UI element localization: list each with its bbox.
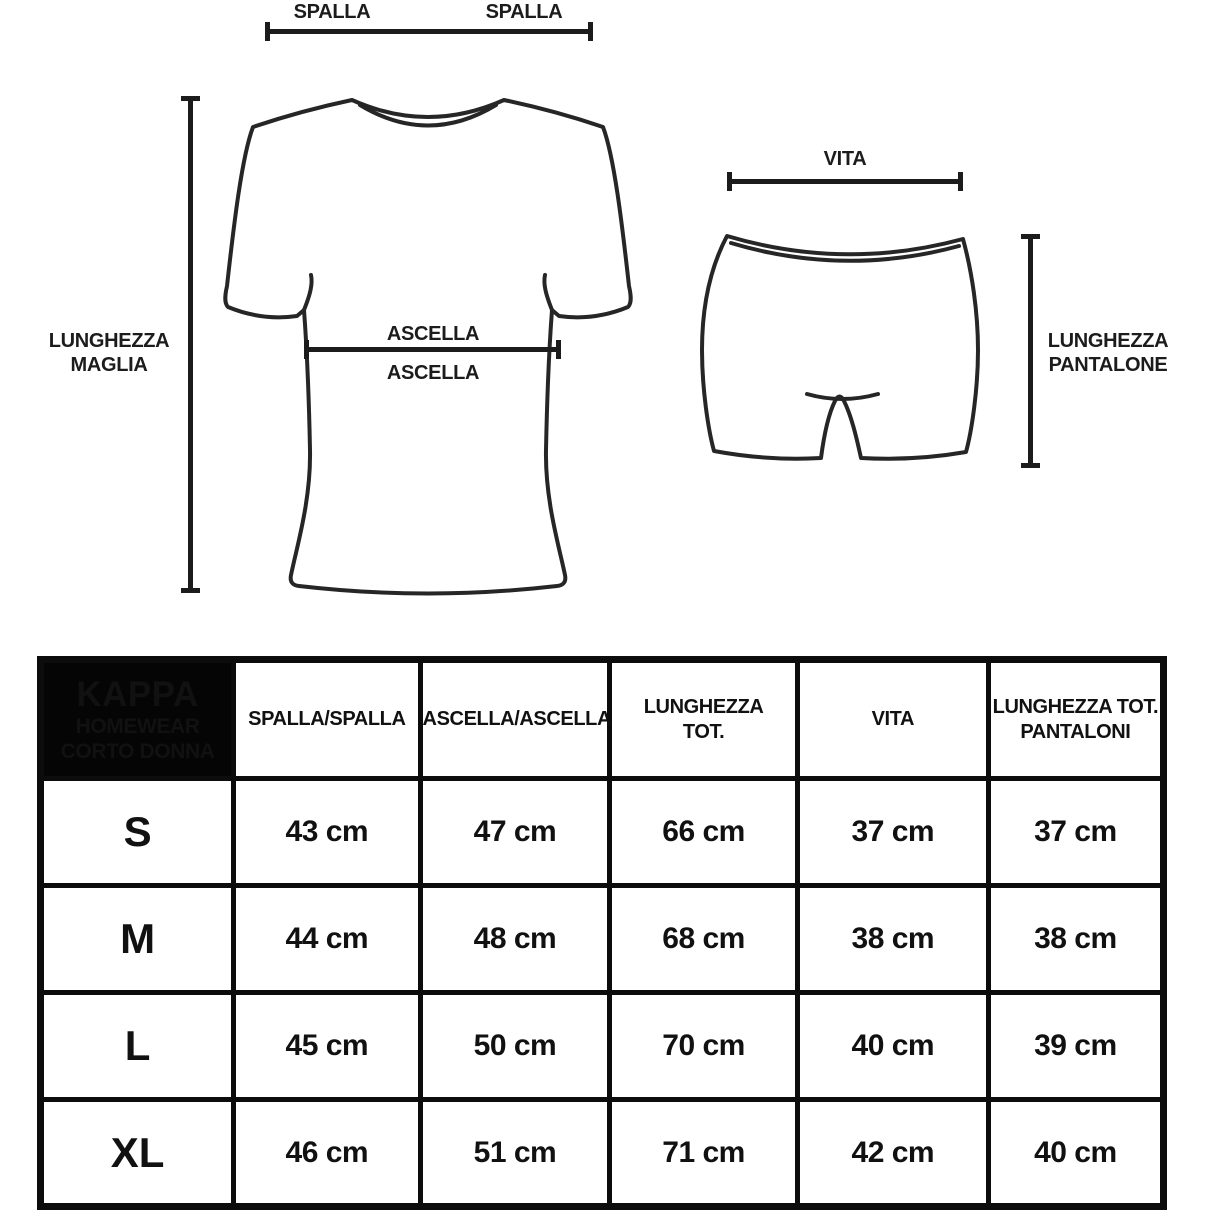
column-header-spalla [234, 660, 420, 779]
spalla-measure-line [265, 29, 593, 34]
value-cell: 48 cm [420, 886, 610, 993]
value-cell: 42 cm [797, 1100, 988, 1207]
table-row-l [41, 993, 1164, 1100]
table-header-row [41, 660, 1164, 779]
lunghezza-maglia-label [48, 329, 170, 377]
size-table [37, 656, 1167, 1210]
lunghezza-pantalone-label-line1: LUNGHEZZA [1047, 330, 1169, 352]
value-cell: 37 cm [797, 779, 988, 886]
value-cell: 39 cm [988, 993, 1163, 1100]
value-cell: 47 cm [420, 779, 610, 886]
column-header-ascella [420, 660, 610, 779]
vita-label: VITA [823, 148, 867, 170]
column-header-label: SPALLA/SPALLA [248, 708, 406, 730]
value-cell: 51 cm [420, 1100, 610, 1207]
value-cell: 40 cm [797, 993, 988, 1100]
value-cell: 37 cm [988, 779, 1163, 886]
value-cell: 43 cm [234, 779, 420, 886]
value-cell: 44 cm [234, 886, 420, 993]
lunghezza-pantalone-label-line2: PANTALONE [1048, 354, 1168, 376]
value-cell: 40 cm [988, 1100, 1163, 1207]
tshirt-underarm-seam-left [304, 275, 312, 310]
brand-product: CORTO DONNA [60, 739, 215, 763]
lunghezza-pantalone-label [1043, 329, 1173, 377]
column-header-label: VITA [871, 708, 915, 730]
lunghezza-pantalone-measure-line [1028, 234, 1033, 468]
lunghezza-maglia-label-line2: MAGLIA [70, 354, 148, 376]
tshirt-underarm-seam-right [544, 275, 552, 310]
value-cell: 38 cm [797, 886, 988, 993]
value-cell: 70 cm [610, 993, 798, 1100]
value-cell: 68 cm [610, 886, 798, 993]
spalla-label-right: SPALLA [485, 1, 563, 23]
lunghezza-maglia-label-line1: LUNGHEZZA [48, 330, 170, 352]
size-cell: M [41, 886, 234, 993]
spalla-label-left: SPALLA [293, 1, 371, 23]
brand-cell [41, 660, 234, 779]
shorts-drawing [695, 228, 995, 478]
column-header-lunghezza-pantaloni [988, 660, 1163, 779]
shorts-outline [702, 236, 978, 459]
table-row-xl [41, 1100, 1164, 1207]
size-cell: XL [41, 1100, 234, 1207]
ascella-measure-line [304, 347, 561, 352]
vita-measure-line [727, 179, 963, 184]
lunghezza-maglia-measure-line [188, 96, 193, 593]
ascella-label-bottom: ASCELLA [386, 362, 480, 384]
value-cell: 46 cm [234, 1100, 420, 1207]
brand-name: KAPPA [76, 674, 199, 714]
column-header-vita [797, 660, 988, 779]
table-row-s [41, 779, 1164, 886]
value-cell: 50 cm [420, 993, 610, 1100]
value-cell: 66 cm [610, 779, 798, 886]
column-header-lunghezza-tot [610, 660, 798, 779]
column-header-label: PANTALONI [1020, 720, 1131, 743]
column-header-label: LUNGHEZZA TOT. [992, 695, 1159, 718]
size-cell: L [41, 993, 234, 1100]
value-cell: 38 cm [988, 886, 1163, 993]
table-row-m [41, 886, 1164, 993]
value-cell: 71 cm [610, 1100, 798, 1207]
brand-collection: HOMEWEAR [75, 714, 200, 738]
column-header-label: LUNGHEZZA [643, 695, 764, 718]
value-cell: 45 cm [234, 993, 420, 1100]
size-cell: S [41, 779, 234, 886]
column-header-label: ASCELLA/ASCELLA [422, 708, 611, 730]
ascella-label-top: ASCELLA [386, 323, 480, 345]
column-header-label: TOT. [682, 720, 725, 743]
